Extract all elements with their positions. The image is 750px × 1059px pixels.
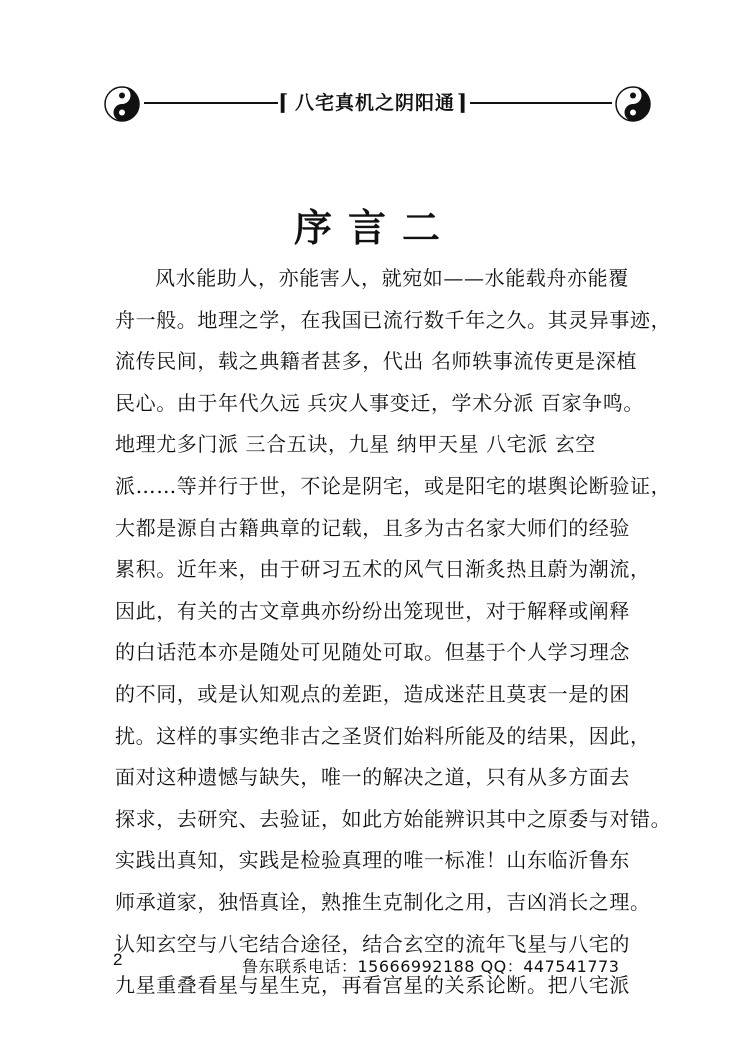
page-footer	[0, 950, 750, 980]
yin-yang-icon	[615, 86, 651, 122]
body-line: 探求，去研究、去验证，如此方始能辨识其中之原委与对错。	[115, 806, 672, 831]
section-title: 序言二	[293, 205, 456, 250]
body-line: 认知玄空与八宅结合途径，结合玄空的流年飞星与八宅的	[115, 931, 630, 956]
header-rule-left	[144, 102, 278, 104]
body-line: 民心。由于年代久远 兵灾人事变迁，学术分派 百家争鸣。	[115, 390, 644, 415]
body-line: 大都是源自古籍典章的记载，且多为古名家大师们的经验	[115, 515, 630, 540]
body-line: 派……等并行于世，不论是阴宅，或是阳宅的堪舆论断验证，	[115, 473, 672, 498]
header-bracket-left: ⌈	[278, 90, 289, 116]
yin-yang-icon	[104, 86, 140, 122]
header-rule-right	[470, 102, 612, 104]
body-line: 九星重叠看星与星生克，再看宫星的关系论断。把八宅派	[115, 973, 630, 998]
page-number: 2	[113, 950, 123, 969]
body-line: 因此，有关的古文章典亦纷纷出笼现世，对于解释或阐释	[115, 598, 630, 623]
header-bracket-right: ⌉	[457, 90, 468, 116]
body-line: 面对这种遗憾与缺失，唯一的解决之道，只有从多方面去	[115, 765, 630, 790]
body-line: 地理尤多门派 三合五诀，九星 纳甲天星 八宅派 玄空	[115, 432, 597, 457]
body-line: 流传民间，载之典籍者甚多，代出 名师轶事流传更是深植	[115, 349, 637, 374]
body-line: 舟一般。地理之学，在我国已流行数千年之久。其灵异事迹，	[115, 307, 672, 332]
body-line: 累积。近年来，由于研习五术的风气日渐炙热且蔚为潮流，	[115, 557, 651, 582]
body-line: 的白话范本亦是随处可见随处可取。但基于个人学习理念	[115, 640, 630, 665]
running-header-title: 八宅真机之阴阳通	[294, 92, 455, 114]
body-line: 师承道家，独悟真诠，熟推生克制化之用，吉凶消长之理。	[115, 889, 651, 914]
body-line: 风水能助人，亦能害人，就宛如——水能载舟亦能覆	[155, 266, 629, 290]
contact-info: 鲁东联系电话：15666992188 QQ：447541773	[242, 957, 620, 976]
body-line: 实践出真知，实践是检验真理的唯一标准！山东临沂鲁东	[115, 848, 630, 873]
running-header	[0, 78, 750, 128]
body-line: 的不同，或是认知观点的差距，造成迷茫且莫衷一是的困	[115, 681, 630, 706]
body-text	[115, 258, 672, 1007]
body-line: 扰。这样的事实绝非古之圣贤们始料所能及的结果，因此，	[115, 723, 651, 748]
